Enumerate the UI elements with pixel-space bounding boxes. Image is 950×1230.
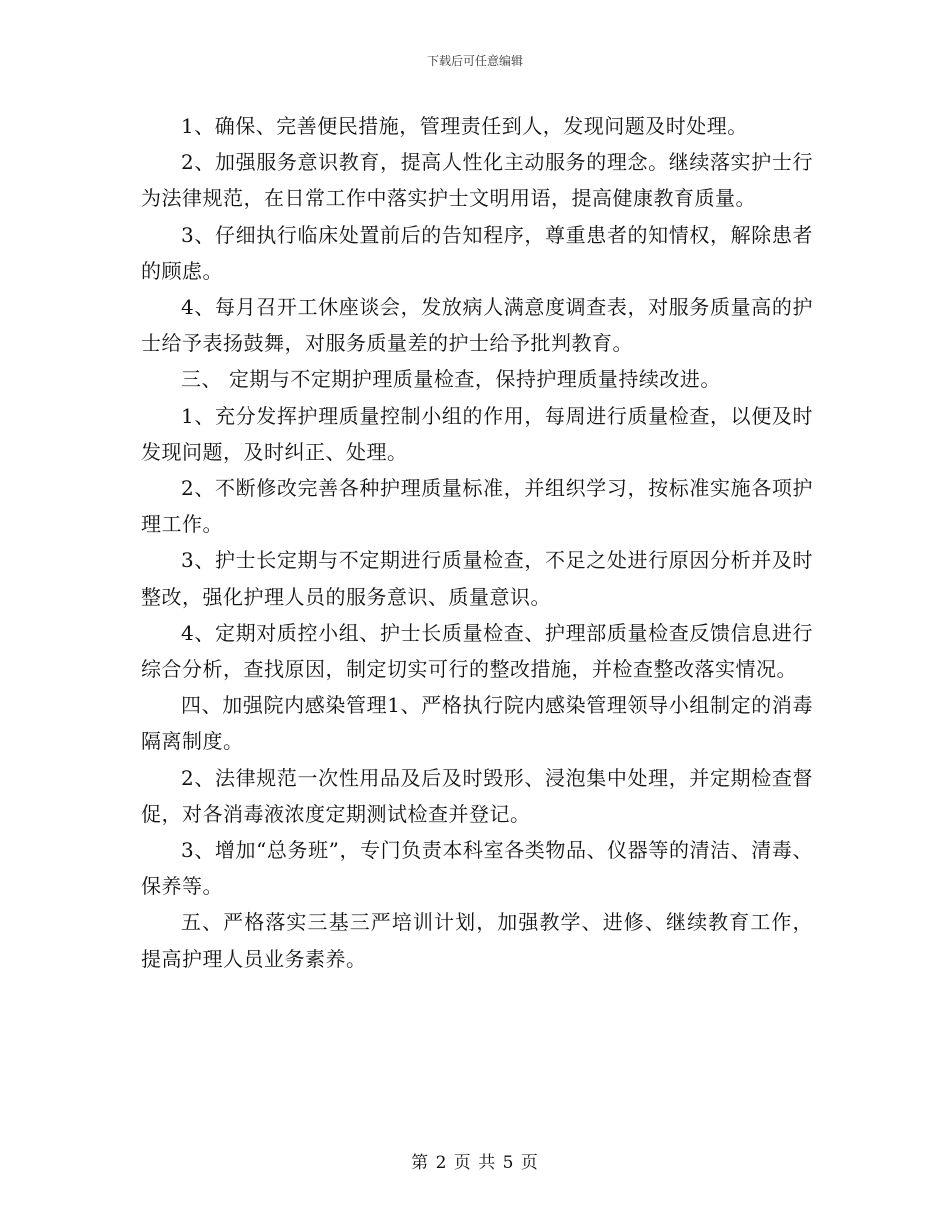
paragraph: 2、不断修改完善各种护理质量标准，并组织学习，按标准实施各项护理工作。 [141,476,813,537]
paragraph: 2、法律规范一次性用品及后及时毁形、浸泡集中处理，并定期检查督促，对各消毒液浓度定期测试检查并登记。 [141,765,813,826]
page-number: 第 2 页 共 5 页 [411,1153,539,1173]
paragraph: 4、每月召开工休座谈会，发放病人满意度调查表，对服务质量高的护士给予表扬鼓舞，对服务质量差的护士给予批判教育。 [141,295,813,356]
paragraph: 3、仔细执行临床处置前后的告知程序，尊重患者的知情权，解除患者的顾虑。 [141,222,813,283]
paragraph: 2、加强服务意识教育，提高人性化主动服务的理念。继续落实护士行为法律规范，在日常工作中落实护士文明用语，提高健康教育质量。 [141,150,813,211]
section-heading: 三、 定期与不定期护理质量检查，保持护理质量持续改进。 [181,367,721,392]
section-heading: 四、加强院内感染管理1、严格执行院内感染管理领导小组制定的消毒隔离制度。 [141,693,813,754]
paragraph: 3、护士长定期与不定期进行质量检查，不足之处进行原因分析并及时整改，强化护理人员的服务意识、质量意识。 [141,548,813,609]
paragraph: 1、确保、完善便民措施，管理责任到人，发现问题及时处理。 [181,114,748,138]
paragraph: 3、增加“总务班”，专门负责本科室各类物品、仪器等的清洁、清毒、保养等。 [141,838,813,899]
paragraph: 4、定期对质控小组、护士长质量检查、护理部质量检查反馈信息进行综合分析，查找原因，制定切实可行的整改措施，并检查整改落实情况。 [141,620,813,682]
paragraph: 1、充分发挥护理质量控制小组的作用，每周进行质量检查，以便及时发现问题，及时纠正、处理。 [141,403,813,464]
page-header: 下载后可任意编辑 [426,54,523,68]
section-heading: 五、严格落实三基三严培训计划，加强教学、进修、继续教育工作，提高护理人员业务素养。 [141,910,813,971]
document-body [141,108,813,977]
